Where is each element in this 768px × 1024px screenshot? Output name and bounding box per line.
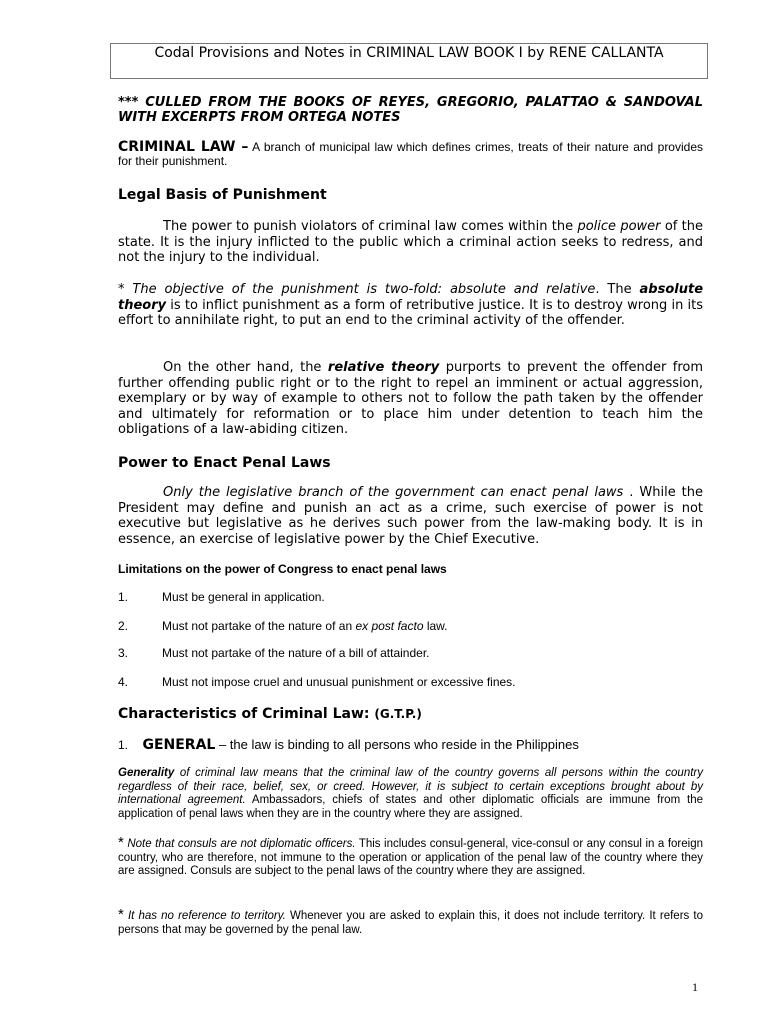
paragraph-territory: * It has no reference to territory. Whenever you are asked to explain this, it does not include territory. It refers to persons that may be governed by the penal law. <box>118 906 703 936</box>
page-number: 1 <box>692 980 698 994</box>
limitation-item: 1. Must be general in application. <box>118 590 325 604</box>
paragraph-generality: Generality of criminal law means that the criminal law of the country governs all persons within the country regardless of their race, belief, sex, or creed. However, it is subject to certain exceptions brought about by international agreement. Ambassadors, chiefs of states and other diplomatic officials are immune from the application of penal laws when they are in the country where they are assigned. <box>118 767 703 820</box>
heading-characteristics: Characteristics of Criminal Law: (G.T.P.) <box>118 706 422 722</box>
document-title: Codal Provisions and Notes in CRIMINAL LAW BOOK I by RENE CALLANTA <box>110 43 708 79</box>
source-note: *** CULLED FROM THE BOOKS OF REYES, GREGORIO, PALATTAO & SANDOVAL WITH EXCERPTS FROM ORTEGA NOTES <box>118 95 703 125</box>
limitation-item: 4. Must not impose cruel and unusual punishment or excessive fines. <box>118 675 516 689</box>
limitation-item: 2. Must not partake of the nature of an ex post facto law. <box>118 619 448 633</box>
paragraph-objective: * The objective of the punishment is two-fold: absolute and relative. The absolute theory is to inflict punishment as a form of retributive justice. It is to destroy wrong in its effort to annihilate right, to put an end to the criminal activity of the offender. <box>118 282 704 328</box>
paragraph-consuls: * Note that consuls are not diplomatic officers. This includes consul-general, vice-consul or any consul in a foreign country, who are therefore, not immune to the operation or application of the penal law of the country where they are assigned. Consuls are subject to the penal laws of the country where they are assigned. <box>118 834 703 877</box>
characteristic-general: 1. GENERAL – the law is binding to all persons who reside in the Philippines <box>118 737 579 753</box>
limitation-item: 3. Must not partake of the nature of a bill of attainder. <box>118 646 430 660</box>
criminal-law-definition <box>118 140 703 168</box>
criminal-law-term: CRIMINAL LAW – <box>118 139 249 155</box>
heading-power-enact: Power to Enact Penal Laws <box>118 455 331 471</box>
paragraph-legislative: Only the legislative branch of the government can enact penal laws . While the President may define and punish an act as a crime, such exercise of power is not executive but legislative as he derives such power from the law-making body. It is in essence, an exercise of legislative power by the Chief Executive. <box>118 485 703 547</box>
paragraph-relative-theory: On the other hand, the relative theory purports to prevent the offender from further offending public right or to the right to repel an imminent or actual aggression, exemplary or by way of example to others not to follow the path taken by the offender and ultimately for reformation or to place him under detention to teach him the obligations of a law-abiding citizen. <box>118 360 704 437</box>
paragraph-police-power: The power to punish violators of criminal law comes within the police power of the state. It is the injury inflicted to the public which a criminal action seeks to redress, and not the injury to the individual. <box>118 219 704 265</box>
criminal-law-text: A branch of municipal law which defines crimes, treats of their nature and provides for their punishment. <box>118 140 703 168</box>
heading-limitations: Limitations on the power of Congress to enact penal laws <box>118 562 447 576</box>
heading-legal-basis: Legal Basis of Punishment <box>118 187 327 203</box>
